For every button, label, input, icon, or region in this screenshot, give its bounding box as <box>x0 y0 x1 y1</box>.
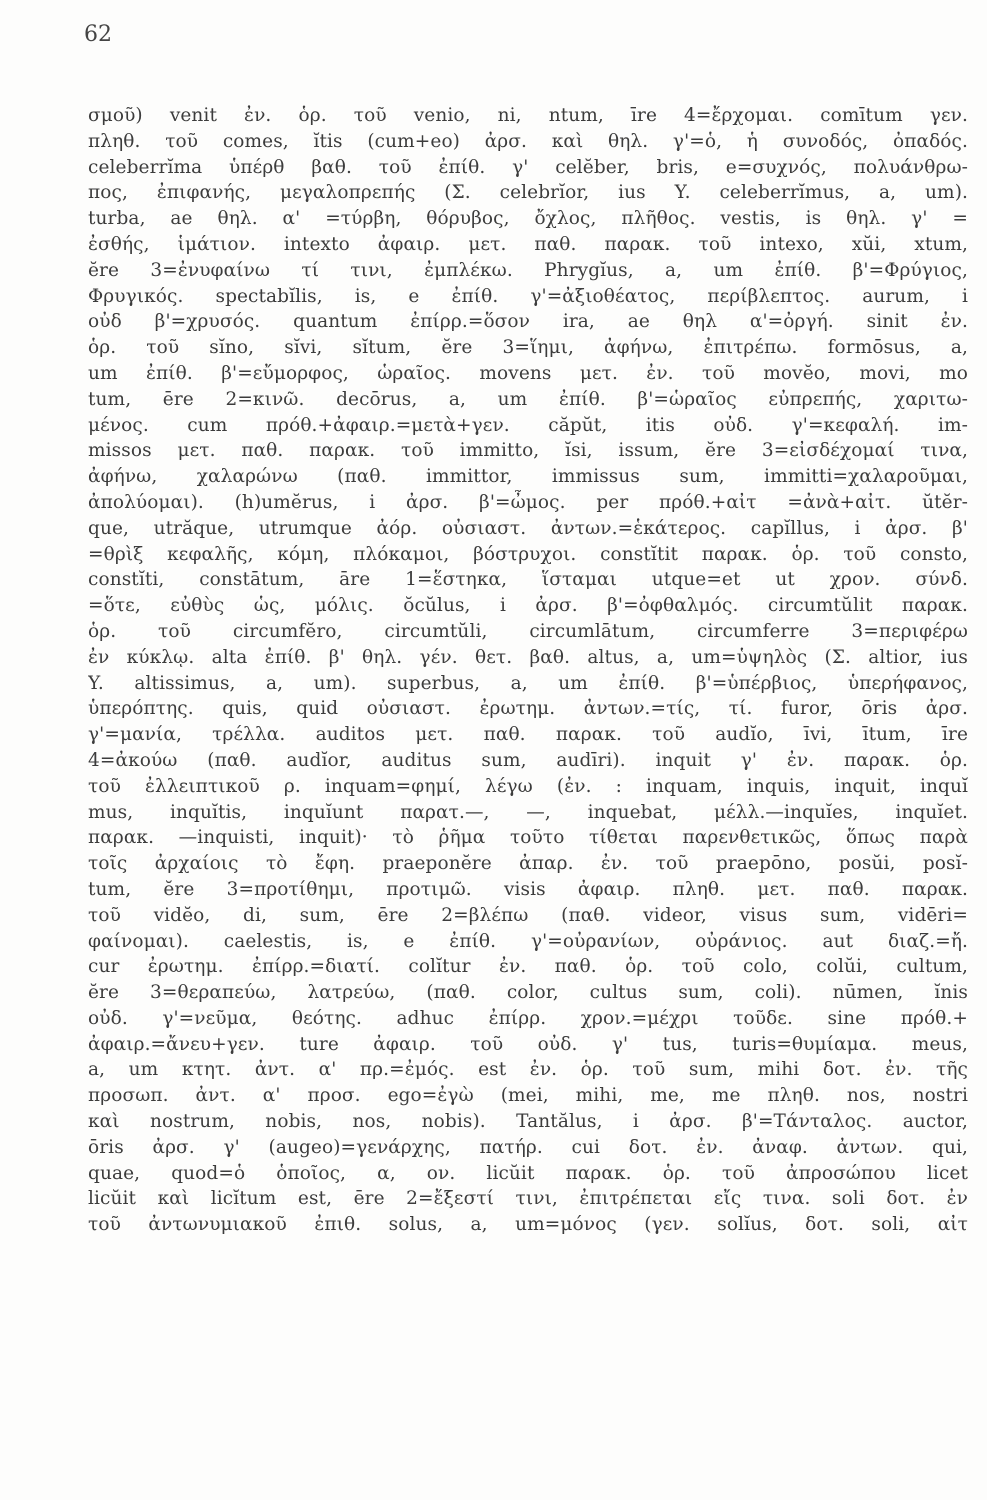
text-line: μένος. cum πρόθ.+ἀφαιρ.=μετὰ+γεν. căpŭt, itis οὐδ. γ'=κεφαλή. im- <box>88 414 968 436</box>
text-line: ὁρ. τοῦ sĭno, sĭvi, sĭtum, ĕre 3=ἵημι, ἀφήνω, ἐπιτρέπω. formōsus, a, <box>88 337 968 359</box>
text-line: γ'=μανία, τρέλλα. auditos μετ. παθ. παρακ. τοῦ audĭo, īvi, ītum, īre <box>88 724 968 746</box>
text-line: τοῦ vidĕo, di, sum, ēre 2=βλέπω (παθ. videor, visus sum, vidēri= <box>88 904 968 926</box>
text-line: mus, inquĭtis, inquĭunt παρατ.—, —, inquebat, μέλλ.—inquĭes, inquĭet. <box>88 801 968 823</box>
text-line: παρακ. —inquisti, inquit)· τὸ ῥῆμα τοῦτο τίθεται παρενθετικῶς, ὅπως παρὰ <box>88 827 968 849</box>
text-line: que, utrăque, utrumque ἀόρ. οὐσιαστ. ἀντων.=ἑκάτερος. capĭllus, i ἀρσ. β' <box>88 517 968 539</box>
text-line: ἀφήνω, χαλαρώνω (παθ. immittor, immissus sum, immitti=χαλαροῦμαι, <box>88 466 968 488</box>
text-line: =θρὶξ κεφαλῆς, κόμη, πλόκαμοι, βόστρυχοι. constĭtit παρακ. ὁρ. τοῦ consto, <box>88 543 968 565</box>
text-line: tum, ĕre 3=προτίθημι, προτιμῶ. visis ἀφαιρ. πληθ. μετ. παθ. παρακ. <box>88 878 968 900</box>
text-line: Φρυγικός. spectabĭlis, is, e ἐπίθ. γ'=ἀξιοθέατος, περίβλεπτος. aurum, i <box>88 285 968 307</box>
text-line: οὐδ β'=χρυσός. quantum ἐπίρρ.=ὅσον ira, ae θηλ α'=ὀργή. sinit ἐν. <box>88 311 968 333</box>
text-line: missos μετ. παθ. παρακ. τοῦ immitto, ĭsi, issum, ĕre 3=εἰσδέχομαί τινα, <box>88 440 968 462</box>
body-text <box>88 103 968 1238</box>
text-line: ἐν κύκλῳ. alta ἐπίθ. β' θηλ. γέν. θετ. βαθ. altus, a, um=ὑψηλὸς (Σ. altior, ius <box>88 646 968 668</box>
text-line: σμοῦ) venit ἐν. ὁρ. τοῦ venio, ni, ntum, īre 4=ἔρχομαι. comītum γεν. <box>88 105 968 126</box>
text-line: 4=ἀκούω (παθ. audĭor, auditus sum, audīri). inquit γ' ἐν. παρακ. ὁρ. <box>88 749 968 771</box>
text-line: ὁρ. τοῦ circumfĕro, circumtŭli, circumlātum, circumferre 3=περιφέρω <box>88 620 968 642</box>
text-line: ἀφαιρ.=ἄνευ+γεν. ture ἀφαιρ. τοῦ οὐδ. γ' tus, turis=θυμίαμα. meus, <box>88 1033 968 1055</box>
text-line: quae, quod=ὁ ὁποῖος, α, ον. licŭit παρακ. ὁρ. τοῦ ἀπροσώπου licet <box>88 1162 968 1184</box>
text-line: πληθ. τοῦ comes, ĭtis (cum+eo) ἀρσ. καὶ θηλ. γ'=ὁ, ἡ συνοδός, ὀπαδός. <box>88 130 968 152</box>
page-number: 62 <box>84 22 112 47</box>
text-line: ὑπερόπτης. quis, quid οὐσιαστ. ἐρωτημ. ἀντων.=τίς, τί. furor, ōris ἀρσ. <box>88 698 968 720</box>
text-line: τοῦ ἀντωνυμιακοῦ ἐπιθ. solus, a, um=μόνος (γεν. solĭus, δοτ. soli, αἰτ <box>88 1214 968 1236</box>
text-line: cur ἐρωτημ. ἐπίρρ.=διατί. colĭtur ἐν. παθ. ὁρ. τοῦ colo, colŭi, cultum, <box>88 956 968 978</box>
text-line: celeberrĭma ὑπέρθ βαθ. τοῦ ἐπίθ. γ' celĕber, bris, e=συχνός, πολυάνθρω- <box>88 156 968 178</box>
text-line: um ἐπίθ. β'=εὔμορφος, ὡραῖος. movens μετ. ἐν. τοῦ movĕo, movi, mo <box>88 362 968 384</box>
text-line: ἀπολύομαι). (h)umĕrus, i ἀρσ. β'=ὦμος. per πρόθ.+αἰτ =ἀνὰ+αἰτ. ŭtĕr- <box>88 491 968 513</box>
text-line: προσωπ. ἀντ. α' προσ. ego=ἐγὼ (mei, mihi, me, me πληθ. nos, nostri <box>88 1085 968 1107</box>
text-line: τοῦ ἐλλειπτικοῦ ρ. inquam=φημί, λέγω (ἐν. : inquam, inquis, inquit, inquĭ <box>88 775 968 797</box>
text-line: ĕre 3=θεραπεύω, λατρεύω, (παθ. color, cultus sum, coli). nūmen, ĭnis <box>88 982 968 1004</box>
text-line: πος, ἐπιφανής, μεγαλοπρεπής (Σ. celebrĭor, ius Y. celeberrĭmus, a, um). <box>88 182 968 204</box>
text-line: constĭti, constātum, āre 1=ἕστηκα, ἵσταμαι utque=et ut χρον. σύνδ. <box>88 569 968 591</box>
text-line: ĕre 3=ἐνυφαίνω τί τινι, ἐμπλέκω. Phrygĭus, a, um ἐπίθ. β'=Φρύγιος, <box>88 259 968 281</box>
text-line: φαίνομαι). caelestis, is, e ἐπίθ. γ'=οὐρανίων, οὐράνιος. aut διαζ.=ἤ. <box>88 930 968 952</box>
text-line: τοῖς ἀρχαίοις τὸ ἔφη. praeponĕre ἀπαρ. ἐν. τοῦ praepōno, posŭi, posĭ- <box>88 853 968 875</box>
text-line: =ὅτε, εὐθὺς ὡς, μόλις. ŏcŭlus, i ἀρσ. β'=ὀφθαλμός. circumtŭlit παρακ. <box>88 595 968 617</box>
text-line: tum, ēre 2=κινῶ. decōrus, a, um ἐπίθ. β'=ὡραῖος εὐπρεπής, χαριτω- <box>88 388 968 410</box>
text-line: Y. altissimus, a, um). superbus, a, um ἐπίθ. β'=ὑπέρβιος, ὑπερήφανος, <box>88 672 968 694</box>
text-line: turba, ae θηλ. α' =τύρβη, θόρυβος, ὄχλος, πλῆθος. vestis, is θηλ. γ' = <box>88 208 968 230</box>
text-line: licŭit καὶ licĭtum est, ēre 2=ἔξεστί τινι, ἐπιτρέπεται εἴς τινα. soli δοτ. ἐν <box>88 1188 968 1210</box>
text-line: ōris ἀρσ. γ' (augeo)=γενάρχης, πατήρ. cui δοτ. ἐν. ἀναφ. ἀντων. qui, <box>88 1136 968 1158</box>
text-line: a, um κτητ. ἀντ. α' πρ.=ἐμός. est ἐν. ὁρ. τοῦ sum, mihi δοτ. ἐν. τῆς <box>88 1059 968 1081</box>
text-line: ἐσθής, ἱμάτιον. intexto ἀφαιρ. μετ. παθ. παρακ. τοῦ intexo, xŭi, xtum, <box>88 233 968 255</box>
text-line: οὐδ. γ'=νεῦμα, θεότης. adhuc ἐπίρρ. χρον.=μέχρι τοῦδε. sine πρόθ.+ <box>88 1007 968 1029</box>
text-line: καὶ nostrum, nobis, nos, nobis). Tantălus, i ἀρσ. β'=Τάνταλος. auctor, <box>88 1111 968 1133</box>
